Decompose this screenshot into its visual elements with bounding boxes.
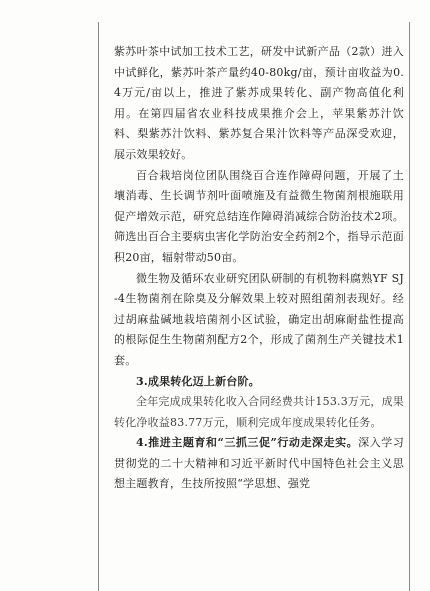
paragraph-text: 微生物及循环农业研究团队研制的有机物料腐熟YF SJ-4生物菌剂在除臭及分解效果上较对照组菌剂表现好。经过胡麻盐碱地栽培菌剂小区试验，确定出胡麻耐盐性提高的根际促生生物菌剂配方2个，形成了菌剂生产关键技术1套。 [114, 271, 404, 367]
heading-text: 3.成果转化迈上新台阶。 [136, 374, 260, 388]
page-border-right [409, 22, 410, 591]
document-body [114, 42, 404, 495]
paragraph-text: 百合栽培岗位团队围绕百合连作障碍问题，开展了土壤消毒、生长调节剂叶面喷施及有益微生物菌剂根施联用促产增效示范，研究总结连作障碍消减综合防治技术2项。筛选出百合主要病虫害化学防治安全药剂2个，指导示范面积20亩，辐射带动50亩。 [114, 168, 404, 264]
paragraph-theme-education [114, 433, 404, 495]
paragraph-lily-cultivation [114, 166, 404, 269]
paragraph-perilla-tea [114, 42, 404, 166]
paragraph-text: 全年完成成果转化收入合同经费共计153.3万元，成果转化净收益83.77万元，顺利完成年度成果转化任务。 [114, 395, 404, 429]
page-border-left [98, 22, 99, 591]
paragraph-text: 紫苏叶茶中试加工技术工艺，研发中试新产品（2款）进入中试鲜化，紫苏叶茶产量约40-80kg/亩，预计亩收益为0.4万元/亩以上，推进了紫苏成果转化、副产物高值化利用。在第四届省农业科技成果推介会上，苹果紫苏汁饮料、梨紫苏汁饮料、紫苏复合果汁饮料等产品深受欢迎，展示效果较好。 [114, 45, 404, 161]
paragraph-microbial-agent [114, 269, 404, 372]
paragraph-transfer-income [114, 392, 404, 433]
heading-text: 4.推进主题育和“三抓三促”行动走深走实。 [136, 436, 359, 450]
paragraph-text: 深入学习贯彻党的二十大精神和习近平新时代中国特色社会主义思想主题教育，生技所按照“学思想、强党 [114, 436, 404, 491]
section-heading-achievement-transfer [114, 372, 404, 393]
